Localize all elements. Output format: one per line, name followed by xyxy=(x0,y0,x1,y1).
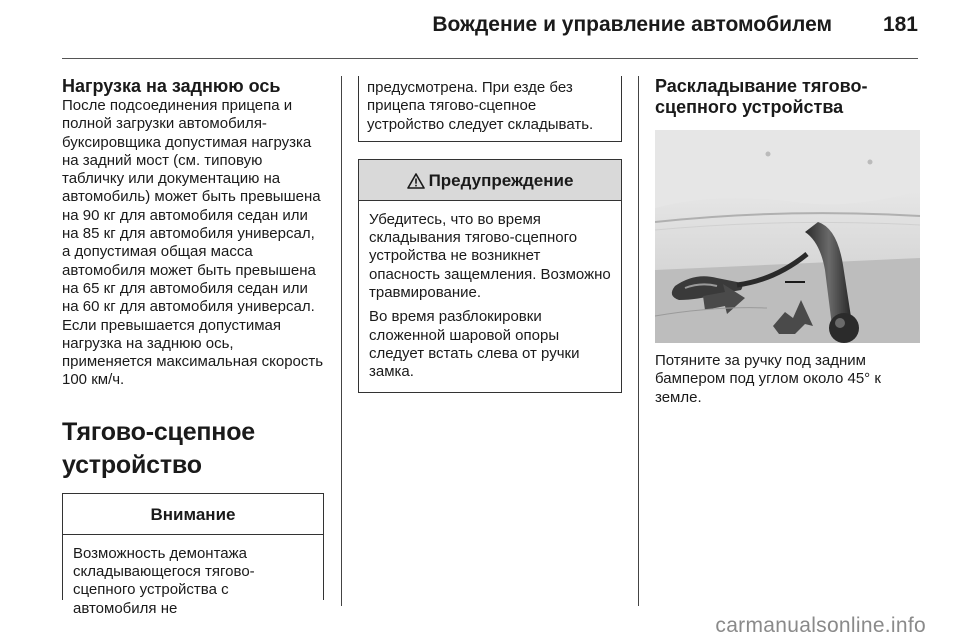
column-3 xyxy=(655,76,921,407)
warning-header xyxy=(359,160,621,201)
page-header-title: Вождение и управление автомобилем xyxy=(432,13,832,36)
rear-axle-heading: Нагрузка на заднюю ось xyxy=(62,76,281,96)
warning-body xyxy=(359,201,621,392)
watermark: carmanualsonline.info xyxy=(715,614,926,637)
unfold-hitch-heading: Раскладывание тягово-сцепного устройства xyxy=(655,76,868,117)
warning-paragraph: Во время разблокировки сложенной шаровой опоры следует встать слева от ручки замка. xyxy=(369,308,580,381)
notice-text: Возможность демонтажа складывающегося тягово-сцепного устройства с автомобиля не xyxy=(73,544,255,617)
header-rule xyxy=(62,58,918,59)
rear-axle-paragraph: После подсоединения прицепа и полной загрузки автомобиля-буксировщика допустимая нагрузка на задний мост (см. типовую табличку или документацию на автомобиль) может быть превышена на 90 кг для автомобиля седан или на 85 кг для автомобиля универсал, а допустимая общая масса автомобиля может быть превышена на 65 кг для автомобиля седан или на 60 кг для автомобиля универсал. Если превышается допустимая нагрузка на заднюю ось, применяется максимальная скорость 100 км/ч. xyxy=(62,97,324,389)
notice-continued-box xyxy=(358,76,622,142)
figure-caption: Потяните за ручку под задним бампером под углом около 45° к земле. xyxy=(655,352,881,406)
column-divider xyxy=(638,76,639,606)
notice-continued-text: предусмотрена. При езде без прицепа тягово-сцепное устройство следует складывать. xyxy=(367,79,594,133)
warning-title: Предупреждение xyxy=(428,170,574,190)
column-2 xyxy=(358,76,622,393)
page-number: 181 xyxy=(882,13,918,36)
warning-triangle-icon xyxy=(407,173,425,189)
warning-box xyxy=(358,159,622,393)
column-divider xyxy=(341,76,342,606)
tow-hitch-illustration xyxy=(655,130,920,343)
warning-paragraph: Убедитесь, что во время складывания тягово-сцепного устройства не возникнет опасность защемления. Возможно травмирование. xyxy=(369,210,611,302)
notice-box xyxy=(62,493,324,617)
column-1 xyxy=(62,76,324,617)
notice-title: Внимание xyxy=(63,494,323,535)
tow-hitch-section-title: Тягово-сцепное устройство xyxy=(62,417,255,479)
